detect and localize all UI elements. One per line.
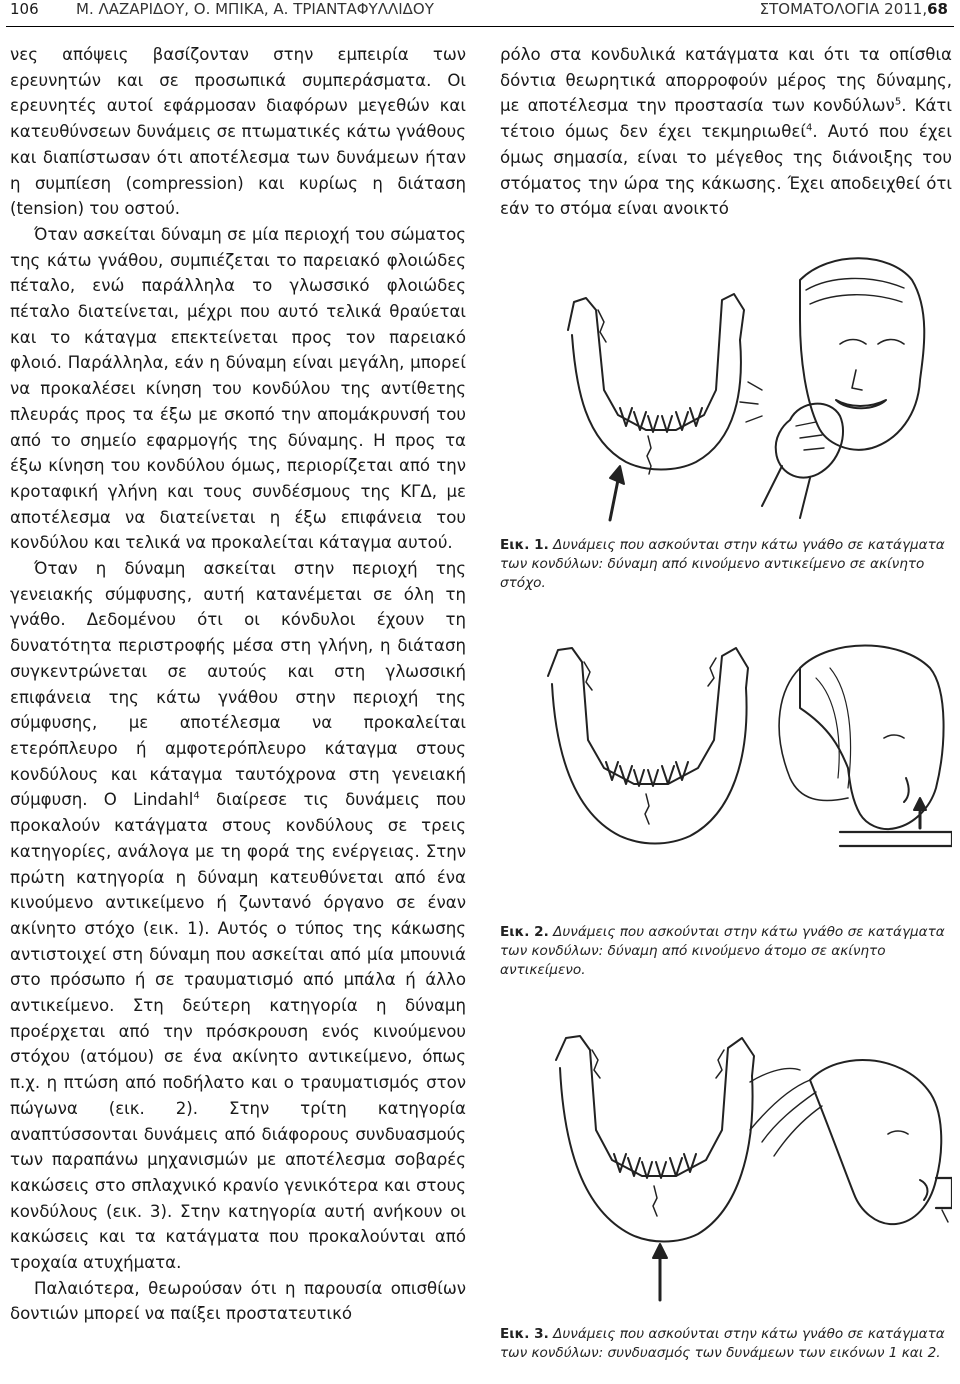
right-p1-part-c: . Αυτό που έχει όμως σημασία, είναι το μέγεθος της διάνοιξης του στόματος την ώρα της κάκωσης. Έχει αποδειχθεί ότι εάν το στόμα είναι ανοικτό	[500, 122, 953, 219]
figure-3-caption	[500, 1325, 952, 1363]
right-p1-part-b: . Κάτι τέτοιο όμως δεν έχει τεκμηριωθεί	[500, 96, 952, 142]
header-authors: Μ. ΛΑΖΑΡΙΔΟΥ, Ο. ΜΠΙΚΑ, Α. ΤΡΙΑΝΤΑΦΥΛΛΙΔΟΥ	[76, 0, 434, 18]
journal-volume: 68	[927, 0, 948, 18]
journal-name: ΣΤΟΜΑΤΟΛΟΓΙΑ 2011,	[759, 0, 928, 18]
figure-1-illustration	[500, 240, 952, 525]
figure-2	[500, 628, 952, 908]
figure-1	[500, 240, 952, 525]
paragraph-2: Όταν ασκείται δύναμη σε μία περιοχή του σώματος της κάτω γνάθου, συμπιέζεται το παρειακό φλοιώδες πέταλο, ενώ παράλληλα το γλωσσικό φλοιώδες πέταλο διατείνεται, μέχρι που αυτό τελικά θραύεται και το κάταγμα επεκτείνεται προς τον παρειακό φλοιό. Παράλληλα, εάν η δύναμη είναι μεγάλη, μπορεί να προκαλέσει κίνηση του κονδύλου της αντίθετης πλευράς προς τα έξω με σκοπό την απομάκρυνσή του από το σημείο εφαρμογής της δύναμης. Η προς τα έξω κίνηση του κονδύλου όμως, περιορίζεται από την κροταφική γλήνη και τους συνδέσμους της ΚΓΔ, με αποτέλεσμα να διατείνεται η έξω επιφάνεια του κονδύλου και τελικά να προκαλείται κάταγμα αυτού.	[10, 224, 466, 553]
left-column	[10, 42, 466, 1327]
paragraph-1: νες απόψεις βασίζονταν στην εμπειρία των ερευνητών και σε προσωπικά συμπεράσματα. Οι ερευνητές αυτοί εφάρμοσαν διαφόρων μεγεθών και κατευθύνσεων δυνάμεις σε πτωματικές κάτω γνάθους και διαπίστωσαν ότι αποτέλεσμα των δυνάμεων ήταν η συμπίεση (compression) και κυρίως η διάταση (tension) του οστού.	[10, 45, 466, 219]
right-p1-part-a: ρόλο στα κονδυλικά κατάγματα και ότι τα οπίσθια δόντια θεωρητικά απορροφούν μέρος της δύναμης, με αποτέλεσμα την προστασία των κονδύλων	[500, 45, 952, 116]
paragraph-3-part-a: Όταν η δύναμη ασκείται στην περιοχή της γενειακής σύμφυσης, αυτή κατανέμεται σε όλη τη γνάθο. Δεδομένου ότι οι κόνδυλοι έχουν τη δυνατότητα περιστροφής μέσα στη γλήνη, η διάταση συγκεντρώνεται σε αυτούς και στη γλωσσική επιφάνεια της κάτω γνάθου στην περιοχή της σύμφυσης, με αποτέλεσμα να προκαλείται ετερόπλευρο ή αμφοτερόπλευρο κάταγμα στους κονδύλους και κάταγμα ταυτόχρονα στη γενειακή σύμφυση. Ο Lindahl	[10, 559, 466, 810]
paragraph-4: Παλαιότερα, θεωρούσαν ότι η παρουσία οπισθίων δοντιών μπορεί να παίξει προστατευτικό	[10, 1278, 466, 1324]
right-column	[500, 42, 952, 222]
right-paragraph-1	[500, 42, 952, 222]
figure-3	[500, 1010, 952, 1310]
figure-2-illustration	[500, 628, 952, 908]
header-journal	[760, 0, 948, 18]
paragraph-3-part-b: διαίρεσε τις δυνάμεις που προκαλούν κατάγματα στους κονδύλους σε τρεις κατηγορίες, ανάλογα με τη φορά της ενέργειας. Στην πρώτη κατηγορία η δύναμη κατευθύνεται από ένα κινούμενο αντικείμενο ή ζωντανό όργανο σε έναν ακίνητο στόχο (εικ. 1). Αυτός ο τύπος της κάκωσης αντιστοιχεί στη δύναμη που ασκείται από μία μπουνιά στο πρόσωπο ή σε τραυματισμό από μπάλα ή άλλο αντικείμενο. Στη δεύτερη κατηγορία η δύναμη προέρχεται από την πρόσκρουση ενός κινούμενου στόχου (ατόμου) σε ένα ακίνητο αντικείμενο, όπως π.χ. η πτώση από ποδήλατο και ο τραυματισμός στον πώγωνα (εικ. 2). Στην τρίτη κατηγορία αναπτύσσονται δυνάμεις από διάφορους συνδυασμούς των παραπάνω μηχανισμών με αποτέλεσμα σοβαρές κακώσεις στο σπλαχνικό κρανίο γενικότερα και στους κονδύλους (εικ. 3). Στην κατηγορία αυτή ανήκουν οι κακώσεις και τα κατάγματα που προκαλούνται από τροχαία ατυχήματα.	[10, 790, 466, 1273]
citation-lindahl: 4	[193, 790, 200, 802]
figure-2-label: Εικ. 2.	[500, 924, 549, 940]
figure-3-caption-text: Δυνάμεις που ασκούνται στην κάτω γνάθο σε κατάγματα των κονδύλων: συνδυασμός των δυνάμεων των εικόνων 1 και 2.	[500, 1326, 945, 1361]
figure-2-caption	[500, 923, 952, 980]
figure-1-label: Εικ. 1.	[500, 537, 549, 553]
page-number: 106	[10, 0, 39, 18]
running-header	[0, 0, 960, 26]
figure-3-label: Εικ. 3.	[500, 1326, 549, 1342]
figure-3-illustration	[500, 1010, 952, 1310]
header-rule	[6, 26, 954, 27]
figure-1-caption	[500, 536, 952, 593]
figure-1-caption-text: Δυνάμεις που ασκούνται στην κάτω γνάθο σε κατάγματα των κονδύλων: δύναμη από κινούμενο αντικείμενο σε ακίνητο στόχο.	[500, 537, 945, 591]
citation-4: 4	[805, 122, 813, 134]
citation-5: 5	[894, 96, 902, 108]
paragraph-3	[10, 556, 466, 1276]
figure-2-caption-text: Δυνάμεις που ασκούνται στην κάτω γνάθο σε κατάγματα των κονδύλων: δύναμη από κινούμενο άτομο σε ακίνητο αντικείμενο.	[500, 924, 945, 978]
